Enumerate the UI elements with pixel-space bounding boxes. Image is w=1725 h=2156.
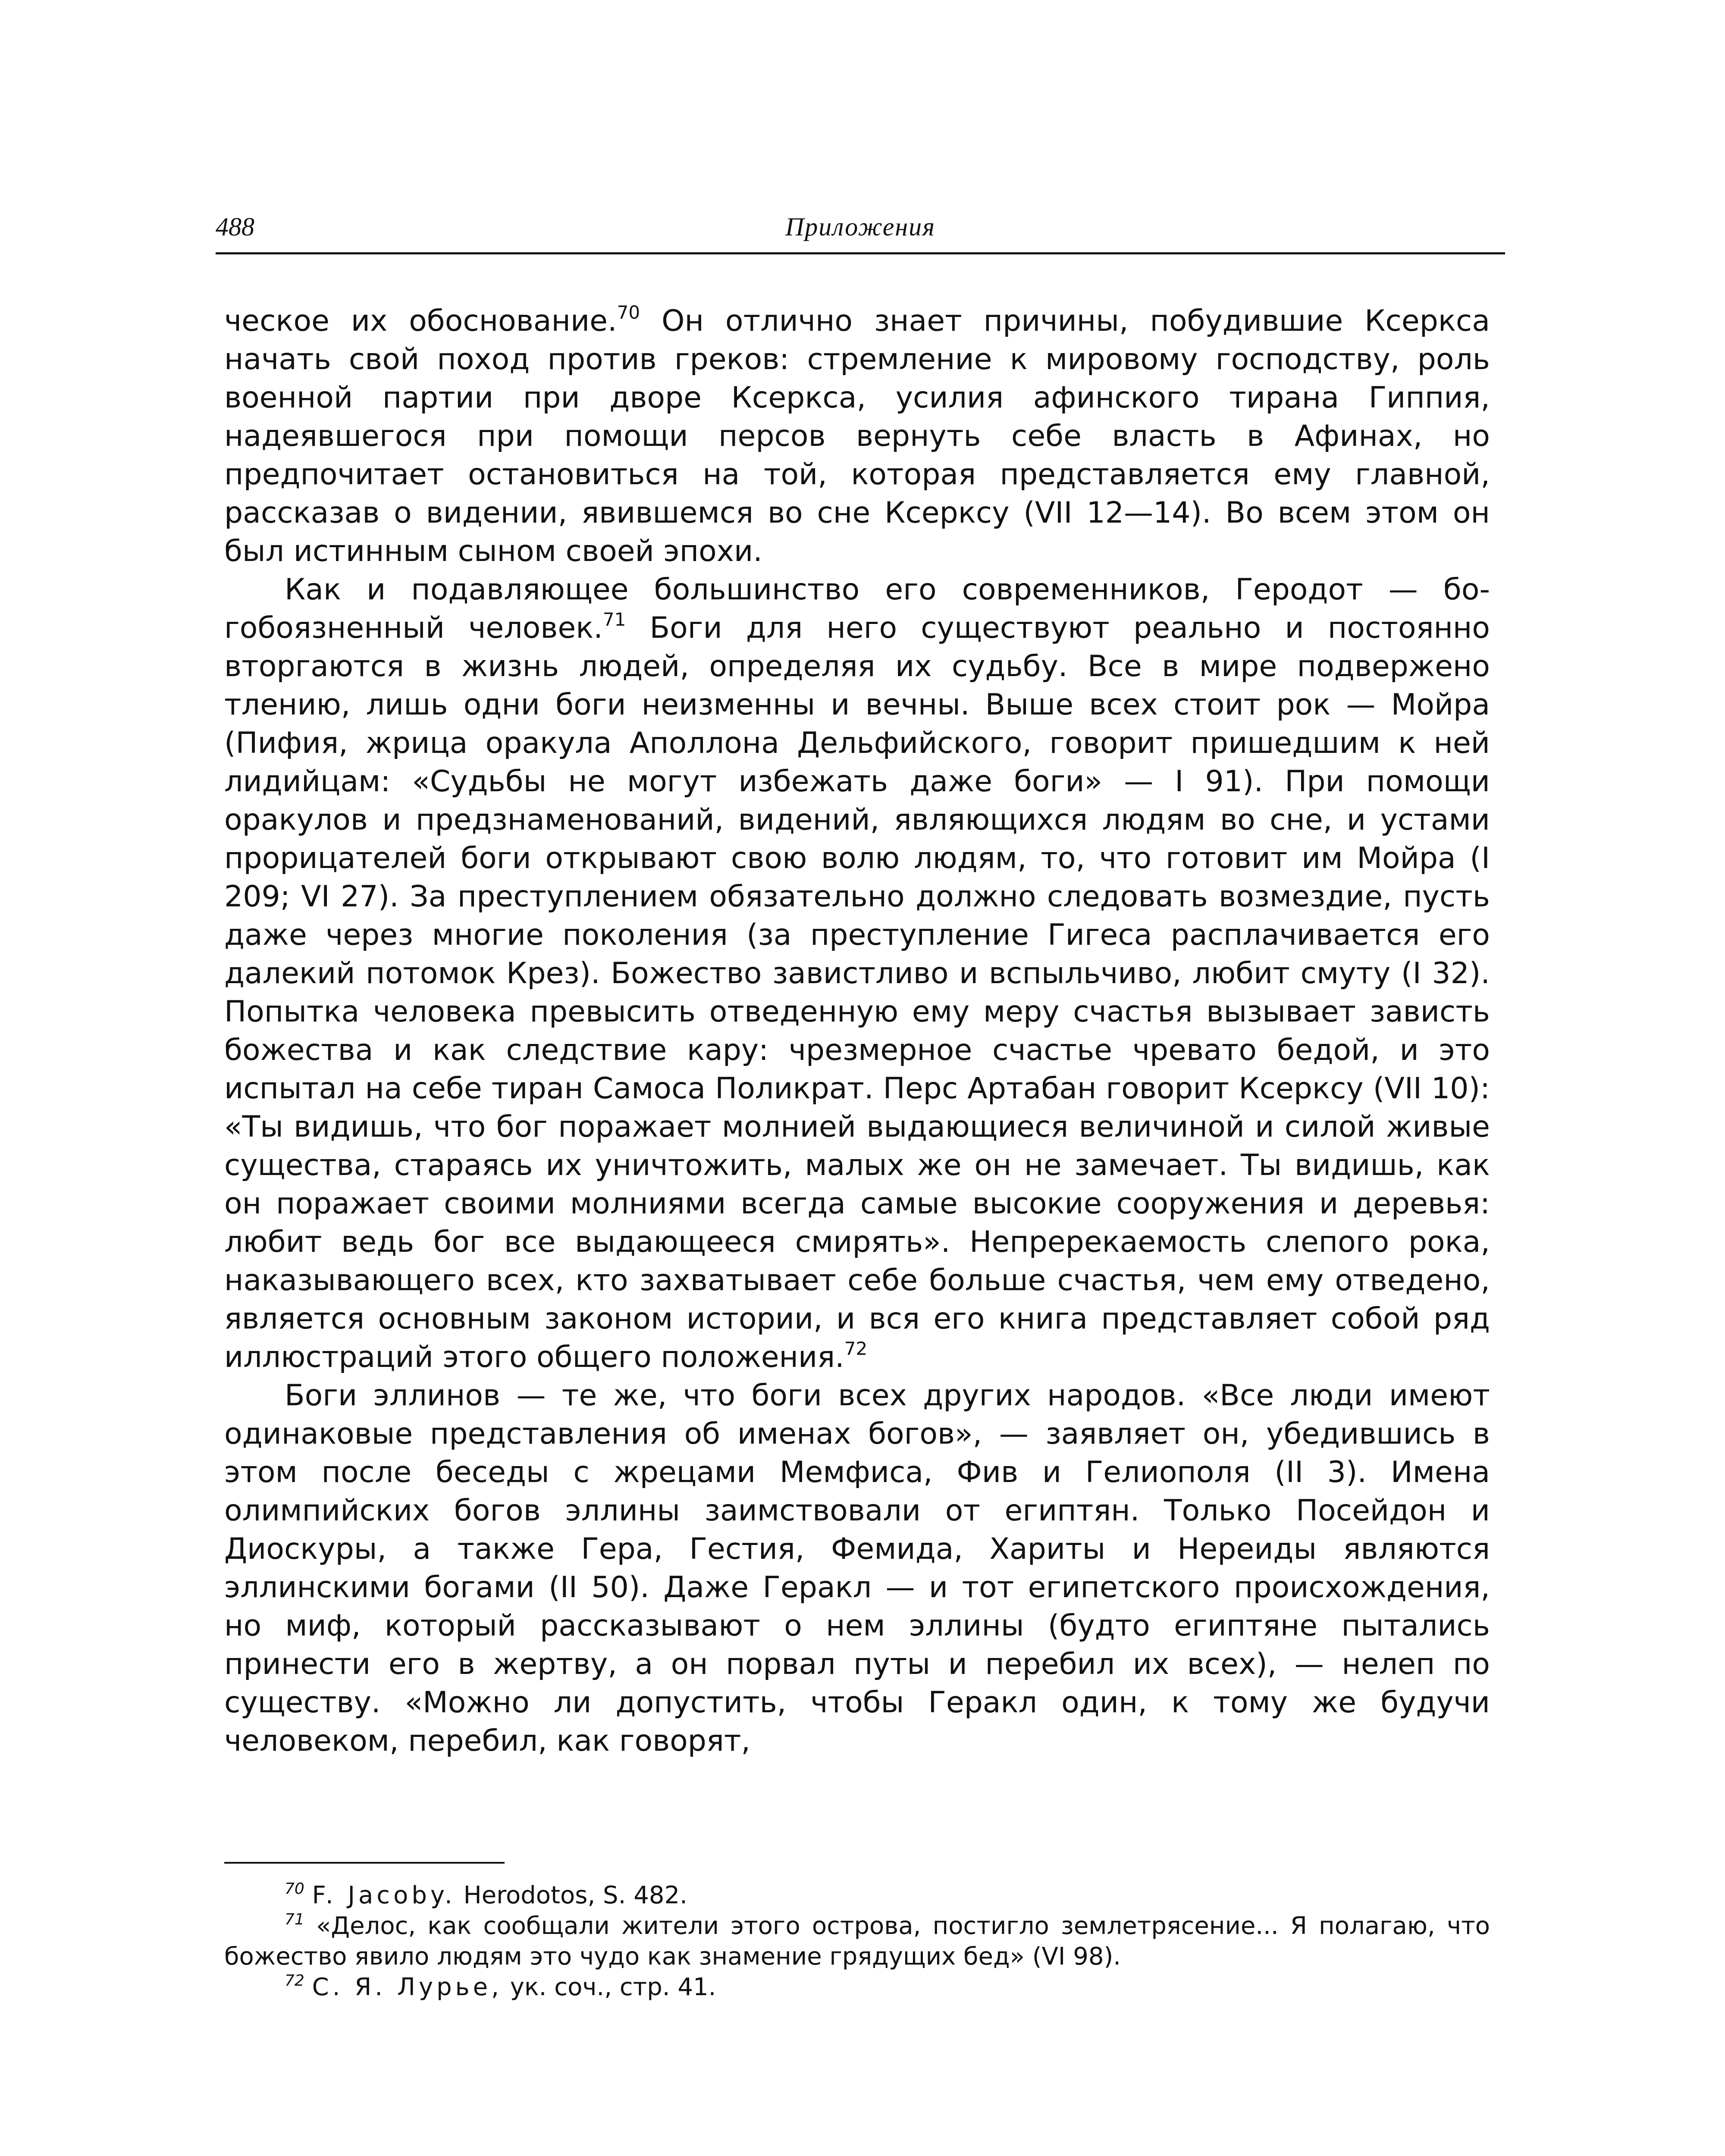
page-number: 488 [216,213,254,241]
paragraph-2-text-a: Как и подавляющее большинство его современников, Геродот — богобоязненный человек. [224,573,1490,645]
footnote-ref-71: 71 [602,609,626,630]
footnote-ref-72: 72 [844,1338,868,1359]
paragraph-2 [224,570,1490,1376]
footnote-number: 71 [285,1911,304,1928]
footnote-70 [224,1880,1490,1911]
footnote-ref-70: 70 [617,302,640,323]
footnote-author: F. Jacoby. [312,1881,456,1909]
footnote-text: «Делос, как сообщали жители этого острова, постигло землетрясение... Я полагаю, что божество явило людям это чудо как знамение грядущих бед» (VI 98). [224,1912,1490,1971]
header-rule [216,252,1505,254]
paragraph-1-text-b: Он отлично знает причины, побудившие Ксеркса начать свой поход против греков: стремление к мировому господству, роль военной партии при дворе Ксеркса, усилия афинского тирана Гиппия, надеявшегося при помощи персов вернуть себе власть в Афинах, но предпочитает остановиться на той, которая представляется ему главной, рассказав о видении, явившемся во сне Ксерксу (VII 12—14). Во всем этом он был истинным сыном своей эпохи. [224,304,1490,568]
footnote-rule [224,1862,505,1864]
paragraph-1-text-a: ческое их обоснование. [224,304,617,338]
footnote-number: 72 [285,1972,304,1990]
footnote-number: 70 [285,1880,304,1898]
footnotes [224,1880,1490,2002]
footnote-text: Herodotos, S. 482. [455,1881,687,1909]
paragraph-2-text-b: Боги для него существуют реально и постоянно вторгаются в жизнь людей, определяя их судьбу. Все в мире подвержено тлению, лишь одни боги неизменны и вечны. Выше всех стоит рок — Мойра (Пифия, жрица оракула Аполлона Дельфийского, говорит пришедшим к ней лидийцам: «Судьбы не могут избежать даже боги» — I 91). При помощи оракулов и предзнаменований, видений, являющихся людям во сне, и устами прорицателей боги открывают свою волю людям, то, что готовит им Мойра (I 209; VI 27). За преступлением обязательно должно следовать возмездие, пусть даже через многие поколения (за преступление Гигеса расплачивается его далекий потомок Крез). Божество завистливо и вспыльчиво, любит смуту (I 32). Попытка человека превысить отведенную ему меру счастья вызывает зависть божества и как следствие кару: чрезмерное счастье чревато бедой, и это испытал на себе тиран Самоса Поликрат. Перс Артабан говорит Ксерксу (VII 10): «Ты видишь, что бог поражает молнией выдающиеся величиной и силой живые существа, стараясь их уничтожить, малых же он не замечает. Ты видишь, как он поражает своими молниями всегда самые высокие сооружения и деревья: любит ведь бог все выдающееся смирять». Непререкаемость слепого рока, наказывающего всех, кто захватывает себе больше счастья, чем ему отведено, является основным законом истории, и вся его книга представляет собой ряд иллюстраций этого общего положения. [224,611,1490,1374]
paragraph-3: Боги эллинов — те же, что боги всех других народов. «Все люди имеют одинаковые представления об именах богов», — заявляет он, убедившись в этом после беседы с жрецами Мемфиса, Фив и Гелиополя (II 3). Имена олимпийских богов эллины заимствовали от египтян. Только Посейдон и Диоскуры, а также Гера, Гестия, Фемида, Хариты и Нереиды являются эллинскими богами (II 50). Даже Геракл — и тот египетского происхождения, но миф, который рассказывают о нем эллины (будто египтяне пытались принести его в жертву, а он порвал путы и перебил их всех), — нелеп по существу. «Можно ли допустить, чтобы Геракл один, к тому же будучи человеком, перебил, как говорят, [224,1379,1490,1758]
running-head: Приложения [785,213,936,241]
page-header [216,203,1505,250]
footnote-71 [224,1911,1490,1972]
footnote-72 [224,1972,1490,2002]
paragraph-1 [224,302,1490,570]
body-text [224,302,1490,1760]
footnote-author: С. Я. Лурье, [312,1973,502,2001]
footnote-text: ук. соч., стр. 41. [502,1973,716,2001]
